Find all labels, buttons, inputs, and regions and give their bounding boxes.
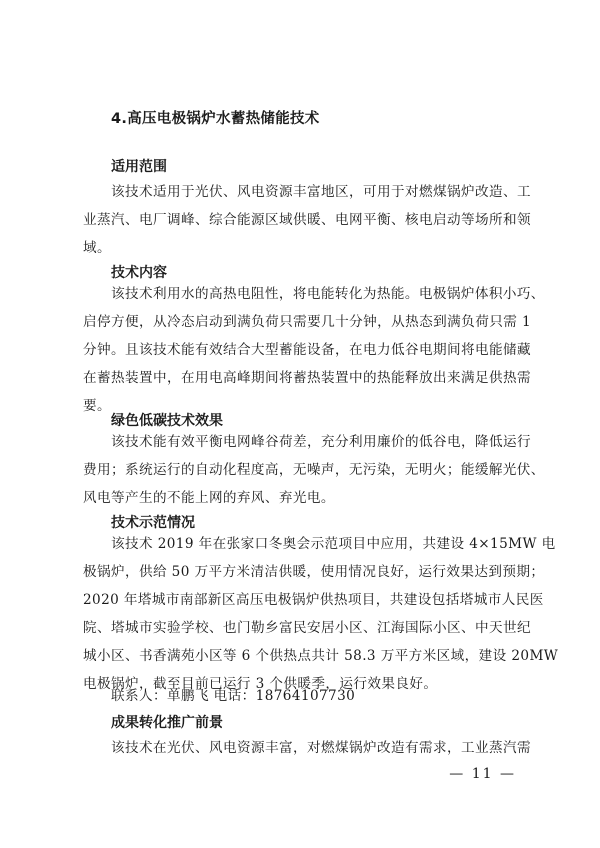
paragraph-prospect [83,734,531,762]
text-line: 该技术能有效平衡电网峰谷荷差，充分利用廉价的低谷电，降低运行 [111,434,531,450]
page-number: — 11 — [449,766,516,782]
text-line: 极锅炉，供给 50 万平方米清洁供暖，使用情况良好，运行效果达到预期； [83,564,545,580]
text-line: 要。 [83,398,111,414]
paragraph-demo [83,530,559,698]
section-title: 4.高压电极锅炉水蓄热储能技术 [111,111,320,127]
text-line: 在蓄热装置中，在用电高峰期间将蓄热装置中的热能释放出来满足供热需 [83,370,531,386]
text-line: 风电等产生的不能上网的弃风、弃光电。 [83,490,335,506]
heading-scope: 适用范围 [111,159,167,175]
paragraph-scope [83,178,531,262]
heading-effect: 绿色低碳技术效果 [111,413,223,429]
text-line: 院、塔城市实验学校、也门勒乡富民安居小区、江海国际小区、中天世纪 [83,620,531,636]
text-line: 启停方便，从冷态启动到满负荷只需要几十分钟，从热态到满负荷只需 1 [83,314,531,330]
text-line: 该技术在光伏、风电资源丰富，对燃煤锅炉改造有需求，工业蒸汽需 [111,740,531,756]
text-line: 2020 年塔城市南部新区高压电极锅炉供热项目，共建设包括塔城市人民医 [83,592,544,608]
text-line: 分钟。且该技术能有效结合大型蓄能设备，在电力低谷电期间将电能储藏 [83,342,531,358]
text-line: 电极锅炉，截至目前已运行 3 个供暖季，运行效果良好。 [83,676,438,692]
text-line: 业蒸汽、电厂调峰、综合能源区域供暖、电网平衡、核电启动等场所和领 [83,212,531,228]
heading-prospect: 成果转化推广前景 [111,715,223,731]
text-line: 该技术适用于光伏、风电资源丰富地区，可用于对燃煤锅炉改造、工 [111,184,531,200]
text-line: 城小区、书香满苑小区等 6 个供热点共计 58.3 万平方米区域，建设 20MW [83,648,559,664]
heading-content: 技术内容 [111,265,167,281]
paragraph-content [83,280,545,420]
text-line: 该技术 2019 年在张家口冬奥会示范项目中应用，共建设 4×15MW 电 [111,536,556,552]
heading-demo: 技术示范情况 [111,515,195,531]
text-line: 域。 [83,240,111,256]
text-line: 该技术利用水的高热电阻性，将电能转化为热能。电极锅炉体积小巧、 [111,286,545,302]
contact-info: 联系人：单鹏飞 电话：18764107730 [111,688,356,704]
text-line: 费用；系统运行的自动化程度高，无噪声，无污染，无明火；能缓解光伏、 [83,462,545,478]
paragraph-effect [83,428,545,512]
